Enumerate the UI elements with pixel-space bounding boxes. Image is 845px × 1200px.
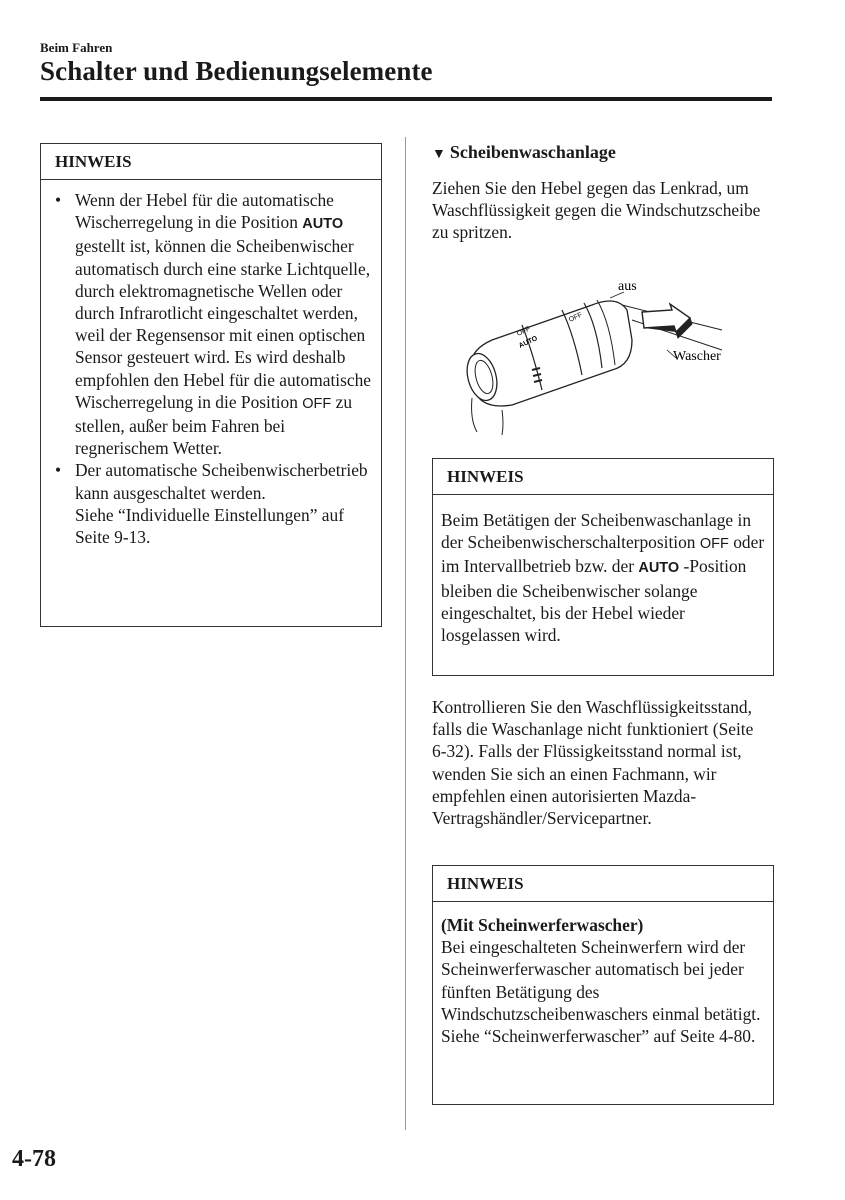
note-item xyxy=(49,189,373,459)
note-text: Bei eingeschalteten Scheinwerfern wird der Scheinwerferwascher automatisch bei jeder fünften Betätigung des Windschutzscheibenwaschers einmal betätigt. xyxy=(441,937,761,1024)
auto-tag: AUTO xyxy=(638,560,680,577)
auto-tag: AUTO xyxy=(302,216,344,233)
note-item xyxy=(49,459,373,548)
note-condition: (Mit Scheinwerferwascher) xyxy=(441,915,644,935)
off-tag: OFF xyxy=(302,395,332,412)
note-text: -Position bleiben die Scheibenwischer solange eingeschaltet, bis der Hebel wieder losgelassen wird. xyxy=(441,556,747,646)
left-note-box xyxy=(40,143,382,627)
subheading-text: Scheibenwaschanlage xyxy=(449,142,616,162)
triangle-marker-icon: ▼ xyxy=(432,147,446,162)
right-note-box-1 xyxy=(432,458,774,676)
right-note-box-2 xyxy=(432,865,774,1105)
page-number: 4-78 xyxy=(12,1146,56,1172)
bullet: • xyxy=(55,460,62,481)
figure-label-washer: Wascher xyxy=(673,349,721,364)
note-text: zu stellen, außer beim Fahren bei regnerischem Wetter. xyxy=(75,391,353,459)
section-label: Beim Fahren xyxy=(40,40,113,55)
page-reference: Siehe “Individuelle Einstellungen” auf Seite 9-13. xyxy=(75,504,344,548)
note-text: Der automatische Scheibenwischerbetrieb kann ausgeschaltet werden. xyxy=(75,460,368,503)
lever-drawing xyxy=(432,270,772,440)
note-text: Wenn der Hebel für die automatische Wischerregelung in die Position xyxy=(75,190,334,233)
subheading xyxy=(432,142,616,163)
note-heading: HINWEIS xyxy=(41,144,381,180)
dial-off-label-2: OFF xyxy=(567,311,584,324)
note-text: oder im Intervallbetrieb bzw. der xyxy=(441,532,765,577)
note-text: Beim Betätigen der Scheibenwaschanlage in der Scheibenwischerschalterposition xyxy=(441,510,752,553)
page-title: Schalter und Bedienungselemente xyxy=(40,56,433,86)
column-divider xyxy=(405,137,406,1130)
figure-label-off: aus xyxy=(618,279,637,294)
note-heading: HINWEIS xyxy=(433,866,773,902)
dial-off-label: OFF xyxy=(515,325,532,338)
intro-paragraph: Ziehen Sie den Hebel gegen das Lenkrad, um Waschflüssigkeit gegen die Windschutzscheibe zu spritzen. xyxy=(432,178,761,243)
dial-auto-label: AUTO xyxy=(517,335,539,350)
note-text: gestellt ist, können die Scheibenwischer automatisch durch eine starke Lichtquelle, durch elektromagnetische Wellen oder durch Infrarotlicht eingeschaltet werden, weil der Regensensor mit einen optischen Sensor gesteuert wird. Es wird deshalb empfohlen den Hebel für die automatische Wischerregelung in die Position xyxy=(75,236,372,412)
page-reference: Siehe “Scheinwerferwascher” auf Seite 4-80. xyxy=(441,1026,756,1047)
note-heading: HINWEIS xyxy=(433,459,773,495)
wiper-lever-illustration xyxy=(432,270,772,440)
off-tag: OFF xyxy=(699,536,729,553)
bullet: • xyxy=(55,190,62,210)
body-paragraph: Kontrollieren Sie den Waschflüssigkeitsstand, falls die Waschanlage nicht funktioniert (Seite 6-32). Falls der Flüssigkeitsstand normal ist, wenden Sie sich an einen Fachmann, wir empfehlen einen autorisierten Mazda-Vertragshändler/Servicepartner. xyxy=(432,697,754,829)
header-rule xyxy=(40,97,772,101)
note-list xyxy=(49,189,373,548)
